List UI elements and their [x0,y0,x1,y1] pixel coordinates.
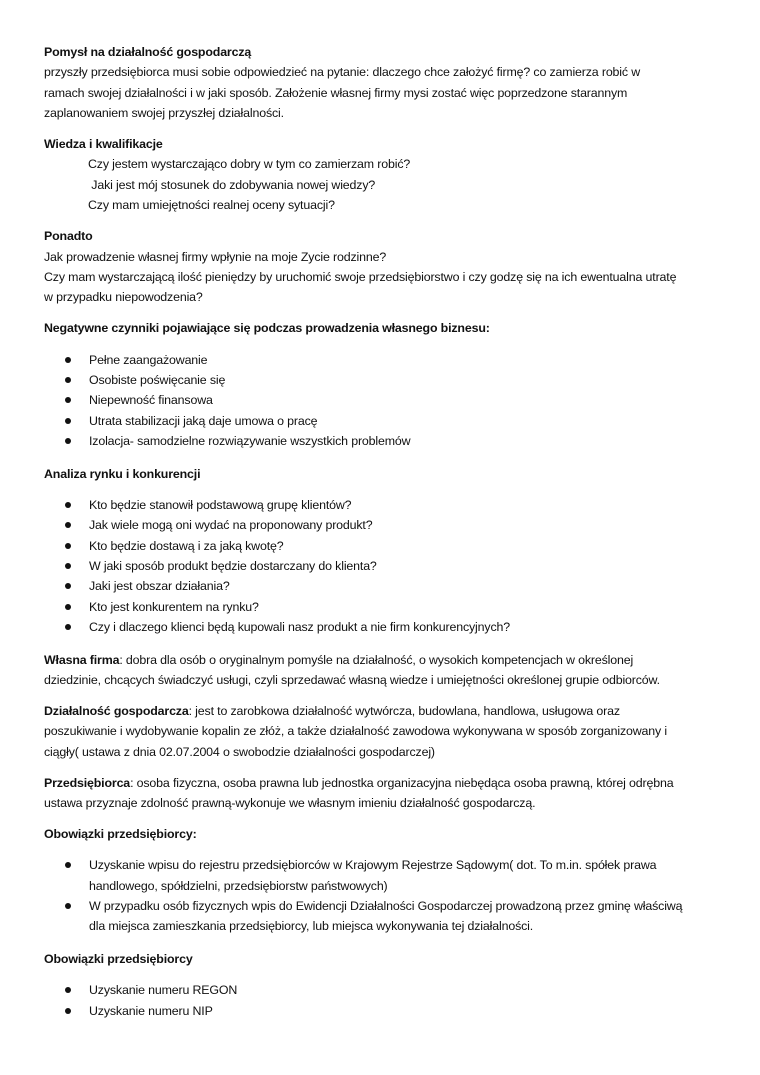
list-item [44,536,734,556]
term: Przedsiębiorca [44,775,131,790]
definition-business-activity [44,701,734,762]
list-item-text: handlowego, spółdzielni, przedsiębiorstw państwowych) [89,878,388,893]
text-line: ramach swojej działalności i w jaki sposób. Założenie własnej firmy mysi zostać więc poprzedzone starannym [44,85,628,100]
bullet-icon [65,862,71,868]
heading: Analiza rynku i konkurencji [44,466,201,481]
bullet-icon [65,543,71,549]
list-item [44,576,734,596]
list-item [44,411,734,431]
text-line: Czy mam wystarczającą ilość pieniędzy by uruchomić swoje przedsiębiorstwo i czy godzę się na ich ewentualna utratę [44,269,677,284]
bullet-icon [65,903,71,909]
definition-text: : osoba fizyczna, osoba prawna lub jednostka organizacyjna niebędąca osoba prawną, której odrębna [130,775,674,790]
term: Własna firma [44,652,120,667]
list-item [44,556,734,576]
heading: Pomysł na działalność gospodarczą [44,45,252,59]
duties-list-2 [44,980,734,1021]
bullet-icon [65,604,71,610]
list-item-text: Utrata stabilizacji jaką daje umowa o pracę [89,413,318,428]
list-item [44,1001,734,1021]
section-knowledge [44,134,734,216]
bullet-icon [65,418,71,424]
text-line: przyszły przedsiębiorca musi sobie odpowiedzieć na pytanie: dlaczego chce założyć firmę? co zamierza robić w [44,65,641,80]
list-item-text: W przypadku osób fizycznych wpis do Ewidencji Działalności Gospodarczej prowadzoną przez gminę właściwą [89,899,683,914]
list-item-text: Uzyskanie wpisu do rejestru przedsiębiorców w Krajowym Rejestrze Sądowym( dot. To m.in. spółek prawa [89,858,657,873]
list-item-text: Kto będzie stanowił podstawową grupę klientów? [89,497,352,512]
list-item-text: Pełne zaangażowanie [89,352,208,367]
bullet-icon [65,357,71,363]
section-business-idea [44,42,734,124]
list-item-text: Kto będzie dostawą i za jaką kwotę? [89,538,284,553]
list-item [44,390,734,410]
list-item-text: Uzyskanie numeru REGON [89,983,238,998]
definition-text: : dobra dla osób o oryginalnym pomyśle na działalność, o wysokich kompetencjach w określonej [119,652,634,667]
list-item-text: Izolacja- samodzielne rozwiązywanie wszystkich problemów [89,434,411,449]
text-line [44,773,734,793]
list-item-text: Jak wiele mogą oni wydać na proponowany produkt? [89,518,373,533]
list-item [44,896,734,937]
text-line: Jaki jest mój stosunek do zdobywania nowej wiedzy? [88,177,376,192]
definition-entrepreneur [44,773,734,814]
list-item-text: Niepewność finansowa [89,393,213,408]
list-item-text: Uzyskanie numeru NIP [89,1003,213,1018]
text-line: Czy jestem wystarczająco dobry w tym co zamierzam robić? [88,157,411,172]
list-item-text: dla miejsca zamieszkania przedsiębiorcy, lub miejsca wykonywania tej działalności. [89,919,534,934]
list-item [44,855,734,896]
list-item [44,431,734,451]
bullet-icon [65,563,71,569]
text-line: Jak prowadzenie własnej firmy wpłynie na moje Zycie rodzinne? [44,249,387,264]
bullet-icon [65,987,71,993]
text-line: zaplanowaniem swojej przyszłej działalności. [44,106,284,121]
list-item-text: Czy i dlaczego klienci będą kupowali nasz produkt a nie firm konkurencyjnych? [89,620,510,635]
bullet-icon [65,624,71,630]
heading: Negatywne czynniki pojawiające się podczas prowadzenia własnego biznesu: [44,321,490,336]
list-item-text: Kto jest konkurentem na rynku? [89,599,259,614]
bullet-icon [65,438,71,444]
list-item [44,495,734,515]
definition-text: : jest to zarobkowa działalność wytwórcza, budowlana, handlowa, usługowa oraz [188,703,620,718]
bullet-icon [65,1008,71,1014]
list-item [44,515,734,535]
text-line: ustawa przyznaje zdolność prawną-wykonuje we własnym imieniu działalność gospodarczą. [44,796,536,810]
list-item-text: W jaki sposób produkt będzie dostarczany do klienta? [89,559,377,574]
list-item [44,980,734,1000]
heading: Obowiązki przedsiębiorcy [44,951,193,966]
heading: Obowiązki przedsiębiorcy: [44,826,197,841]
list-item-text: Jaki jest obszar działania? [89,579,230,594]
document-content [44,42,734,1033]
list-item [44,370,734,390]
list-item [44,597,734,617]
list-item [44,350,734,370]
text-line: dziedzinie, chcących świadczyć usługi, czyli sprzedawać własną wiedze i umiejętności określonej grupie odbiorców. [44,673,660,688]
heading: Wiedza i kwalifikacje [44,137,163,152]
list-item [44,617,734,637]
text-line: ciągły( ustawa z dnia 02.07.2004 o swobodzie działalności gospodarczej) [44,744,435,759]
text-line [44,701,734,721]
bullet-icon [65,522,71,528]
text-line: poszukiwanie i wydobywanie kopalin ze złóż, a także działalność zawodowa wykonywana w sposób zorganizowany i [44,724,667,739]
bullet-icon [65,583,71,589]
text-line [44,650,734,670]
negative-factors-list [44,350,734,452]
section-moreover [44,226,734,308]
heading: Ponadto [44,229,93,244]
definition-own-company [44,650,734,691]
bullet-icon [65,377,71,383]
bullet-icon [65,502,71,508]
term: Działalność gospodarcza [44,703,189,718]
text-line: w przypadku niepowodzenia? [44,290,203,305]
list-item-text: Osobiste poświęcanie się [89,372,226,387]
bullet-icon [65,397,71,403]
duties-list [44,855,734,937]
text-line: Czy mam umiejętności realnej oceny sytuacji? [88,198,335,213]
market-analysis-list [44,495,734,638]
